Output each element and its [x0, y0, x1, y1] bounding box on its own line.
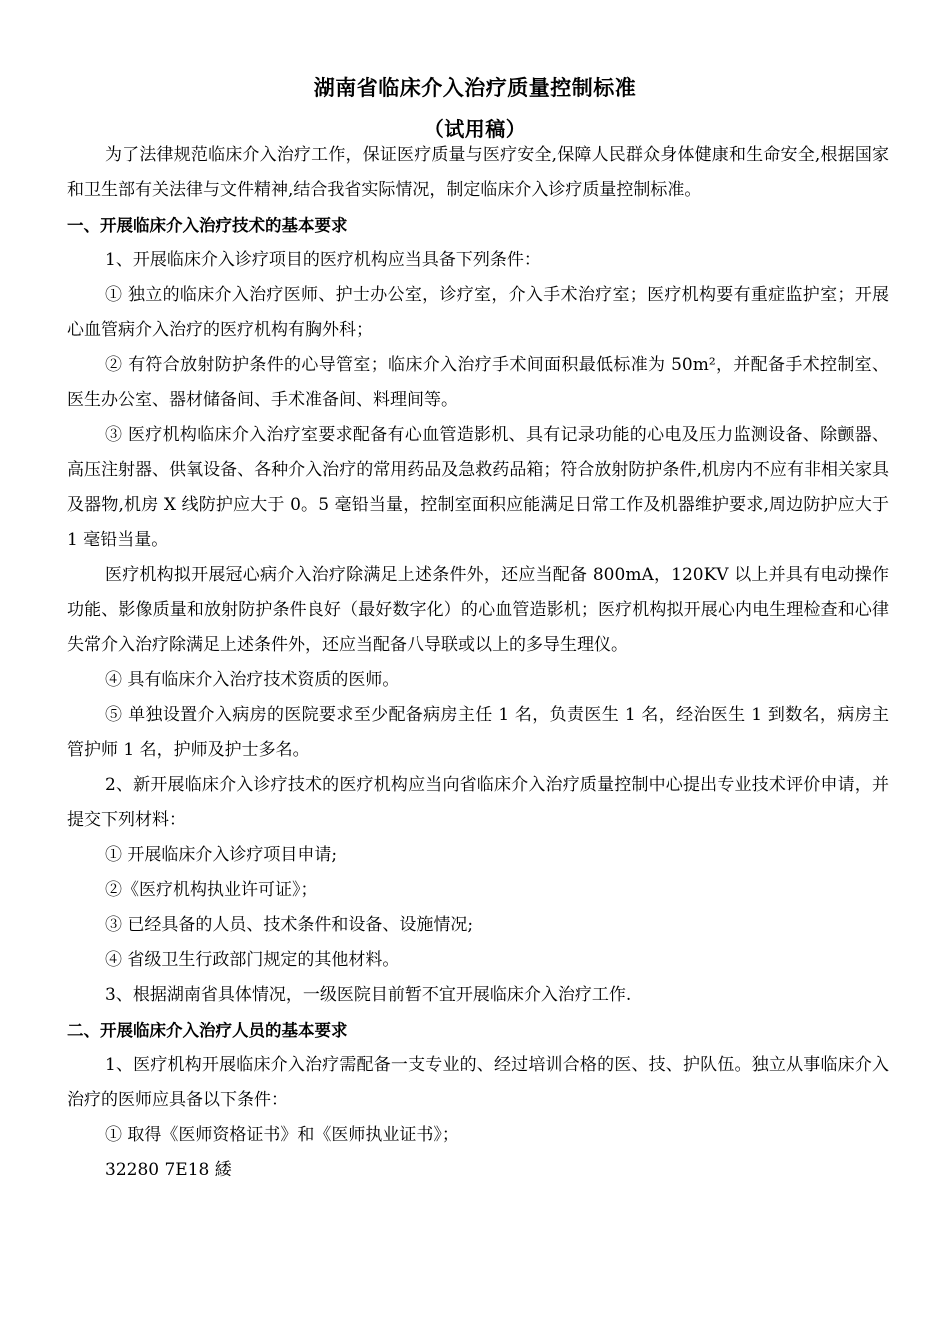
personnel-item-1: ① 取得《医师资格证书》和《医师执业证书》；	[105, 1125, 459, 1145]
footer-code: 32280 7E18 緌	[105, 1160, 232, 1180]
condition-item-1: ① 独立的临床介入治疗医师、护士办公室，诊疗室，介入手术治疗室；医疗机构要有重症监护室；开展心血管病介入治疗的医疗机构有胸外科；	[67, 285, 889, 340]
section-heading-1: 一、开展临床介入治疗技术的基本要求	[67, 216, 348, 235]
section-heading-2: 二、开展临床介入治疗人员的基本要求	[67, 1021, 348, 1040]
paragraph-additional-equipment: 医疗机构拟开展冠心病介入治疗除满足上述条件外，还应当配备 800mA，120KV 以上并具有电动操作功能、影像质量和放射防护条件良好（最好数字化）的心血管造影机；医疗机构拟开展心内电生理检查和心律失常介入治疗除满足上述条件外，还应当配备八导联或以上的多导生理仪。	[67, 565, 889, 655]
paragraph-hospital-level: 3、根据湖南省具体情况，一级医院目前暂不宜开展临床介入治疗工作.	[105, 985, 632, 1005]
paragraph-application: 2、新开展临床介入诊疗技术的医疗机构应当向省临床介入治疗质量控制中心提出专业技术评价申请，并提交下列材料：	[67, 775, 889, 830]
intro-paragraph: 为了法律规范临床介入治疗工作，保证医疗质量与医疗安全,保障人民群众身体健康和生命安全,根据国家和卫生部有关法律与文件精神,结合我省实际情况，制定临床介入诊疗质量控制标准。	[67, 145, 889, 200]
material-item-4: ④ 省级卫生行政部门规定的其他材料。	[105, 950, 400, 970]
paragraph-conditions: 1、开展临床介入诊疗项目的医疗机构应当具备下列条件：	[105, 250, 541, 270]
material-item-3: ③ 已经具备的人员、技术条件和设备、设施情况;	[105, 915, 474, 935]
document-subtitle: （试用稿）	[423, 117, 527, 141]
material-item-1: ① 开展临床介入诊疗项目申请;	[105, 845, 338, 865]
material-item-2: ②《医疗机构执业许可证》；	[105, 880, 318, 900]
condition-item-2: ② 有符合放射防护条件的心导管室；临床介入治疗手术间面积最低标准为 50m²，并配备手术控制室、医生办公室、器材储备间、手术准备间、料理间等。	[67, 355, 889, 410]
document-title: 湖南省临床介入治疗质量控制标准	[313, 76, 637, 100]
document-body	[67, 138, 889, 1188]
condition-item-3: ③ 医疗机构临床介入治疗室要求配备有心血管造影机、具有记录功能的心电及压力监测设备、除颤器、高压注射器、供氧设备、各种介入治疗的常用药品及急救药品箱；符合放射防护条件,机房内不应有非相关家具及器物,机房 X 线防护应大于 0。5 毫铅当量，控制室面积应能满足日常工作及机器维护要求,周边防护应大于 1 毫铅当量。	[67, 425, 889, 550]
condition-item-4: ④ 具有临床介入治疗技术资质的医师。	[105, 670, 400, 690]
condition-item-5: ⑤ 单独设置介入病房的医院要求至少配备病房主任 1 名，负责医生 1 名，经治医生 1 到数名，病房主管护师 1 名，护师及护士多名。	[67, 705, 889, 760]
paragraph-personnel: 1、医疗机构开展临床介入治疗需配备一支专业的、经过培训合格的医、技、护队伍。独立从事临床介入治疗的医师应具备以下条件：	[67, 1055, 889, 1110]
